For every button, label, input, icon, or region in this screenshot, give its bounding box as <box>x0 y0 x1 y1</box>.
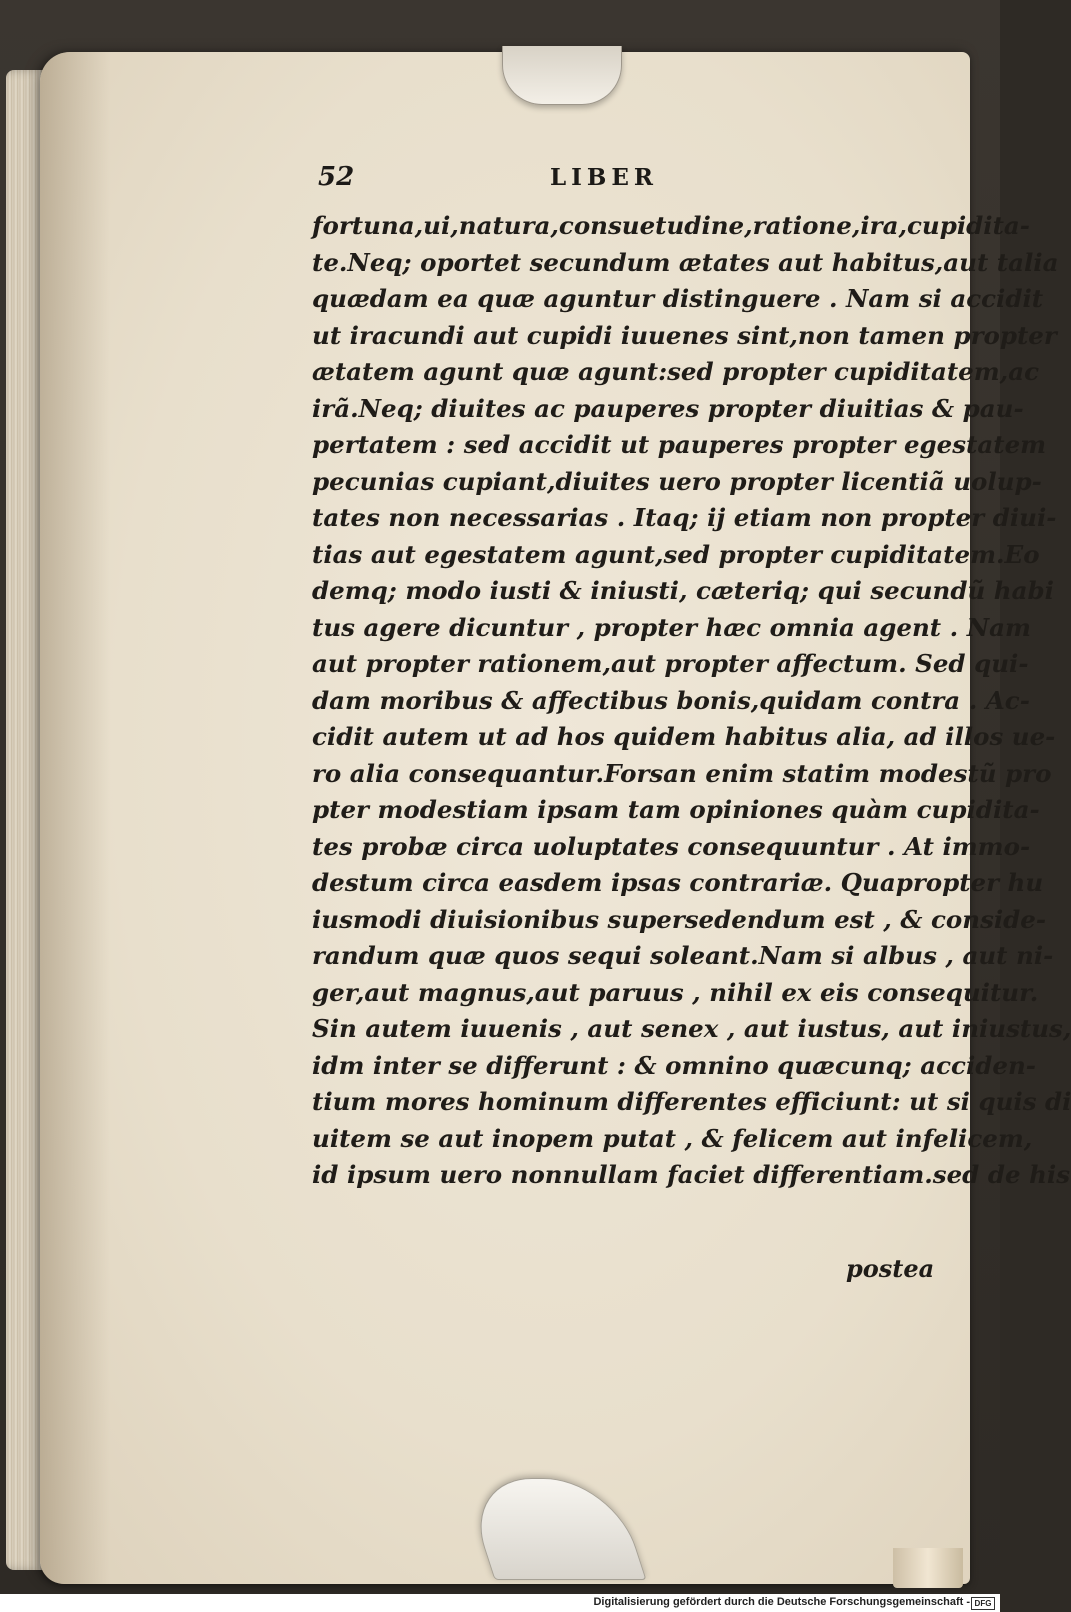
text-line: uitem se aut inopem putat , & felicem aut infelicem, <box>312 1123 1033 1153</box>
text-line: quædam ea quæ aguntur distinguere . Nam si accidit <box>312 284 1044 313</box>
catchword: postea <box>846 1254 935 1283</box>
text-line: destum circa easdem ipsas contrariæ. Quapropter hu <box>312 868 1044 897</box>
text-line: tes probæ circa uoluptates consequuntur . At immo- <box>312 831 1031 861</box>
text-line: Sin autem iuuenis , aut senex , aut iustus, aut iniustus, <box>312 1014 1071 1043</box>
running-head: LIBER <box>550 164 659 191</box>
text-line: ro alia consequantur.Forsan enim statim modestũ pro <box>312 758 1052 788</box>
text-line: ætatem agunt quæ agunt:sed propter cupiditatem,ac <box>312 357 1039 386</box>
text-line: pter modestiam ipsam tam opiniones quàm cupidita- <box>312 795 1040 824</box>
page-number: 52 <box>318 162 355 192</box>
text-line: id ipsum uero nonnullam faciet differentiam.sed de his <box>312 1160 1071 1189</box>
funding-credit: Digitalisierung gefördert durch die Deutsche Forschungsgemeinschaft - <box>593 1596 970 1608</box>
text-line: iusmodi diuisionibus supersedendum est , & conside- <box>312 904 1047 934</box>
text-line: idm inter se differunt : & omnino quæcunq; acciden- <box>312 1050 1036 1080</box>
text-line: tates non necessarias . Itaq; ij etiam non propter diui- <box>312 503 1057 532</box>
text-line: demq; modo iusti & iniusti, cæteriq; qui secundũ habi <box>312 576 1054 605</box>
text-line: tus agere dicuntur , propter hæc omnia agent . Nam <box>312 612 1031 642</box>
text-line: dam moribus & affectibus bonis,quidam contra . Ac- <box>312 685 1030 715</box>
dfg-logo-icon: DFG <box>971 1597 995 1610</box>
text-line: cidit autem ut ad hos quidem habitus alia, ad illos ue- <box>312 722 1056 751</box>
page-corner-tab <box>893 1548 963 1588</box>
text-line: randum quæ quos sequi soleant.Nam si albus , aut ni- <box>312 941 1054 970</box>
text-line: aut propter rationem,aut propter affectum. Sed qui- <box>312 649 1029 678</box>
text-line: irã.Neq; diuites ac pauperes propter diuitias & pau- <box>312 393 1024 423</box>
gutter-shadow <box>40 52 110 1584</box>
text-line: pertatem : sed accidit ut pauperes propter egestatem <box>312 430 1047 459</box>
text-line: ut iracundi aut cupidi iuuenes sint,non tamen propter <box>312 320 1057 350</box>
page-header <box>310 162 950 202</box>
text-line: ger,aut magnus,aut paruus , nihil ex eis consequitur. <box>312 977 1039 1007</box>
text-line: tias aut egestatem agunt,sed propter cupiditatem.Eo <box>312 539 1040 569</box>
text-line: tium mores hominum differentes efficiunt: ut si quis di <box>312 1087 1071 1116</box>
text-line: fortuna,ui,natura,consuetudine,ratione,ira,cupidita- <box>312 211 1030 240</box>
text-line: pecunias cupiant,diuites uero propter licentiã uolup- <box>312 466 1042 496</box>
text-block <box>312 208 1071 1194</box>
top-page-clip <box>502 46 622 105</box>
text-line: te.Neq; oportet secundum ætates aut habitus,aut talia <box>312 247 1059 277</box>
